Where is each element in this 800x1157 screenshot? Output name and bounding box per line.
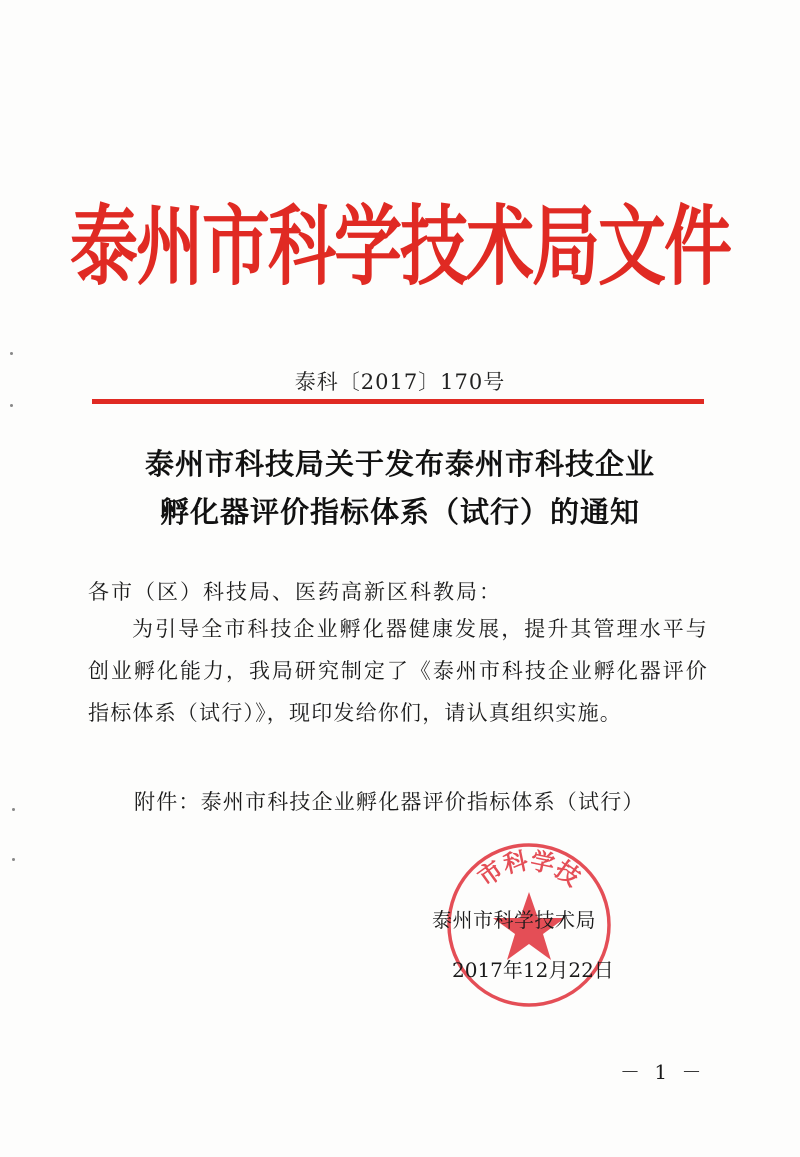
issue-date: 2017年12月22日	[452, 958, 614, 982]
red-divider-line	[92, 399, 704, 404]
body-paragraph: 为引导全市科技企业孵化器健康发展，提升其管理水平与创业孵化能力，我局研究制定了《泰州市科技企业孵化器评价指标体系（试行）》，现印发给你们，请认真组织实施。	[88, 617, 708, 725]
attachment-line: 附件：泰州市科技企业孵化器评价指标体系（试行）	[134, 790, 645, 814]
document-heading	[0, 440, 800, 536]
scan-dot	[10, 352, 13, 355]
document-header-title: 泰州市科学技术局文件	[69, 197, 730, 299]
svg-text:市科学技: 市科学技	[472, 845, 586, 892]
scan-dot	[12, 808, 15, 811]
scan-dot	[10, 404, 13, 407]
scan-dot	[12, 858, 15, 861]
page-number: － 1 －	[620, 1060, 706, 1084]
document-number: 泰科〔2017〕170号	[294, 370, 506, 394]
heading-line-1: 泰州市科技局关于发布泰州市科技企业	[144, 447, 655, 481]
addressee: 各市（区）科技局、医药高新区科教局：	[88, 580, 502, 604]
heading-line-2: 孵化器评价指标体系（试行）的通知	[159, 495, 640, 529]
issuer-signature: 泰州市科学技术局	[432, 908, 596, 932]
